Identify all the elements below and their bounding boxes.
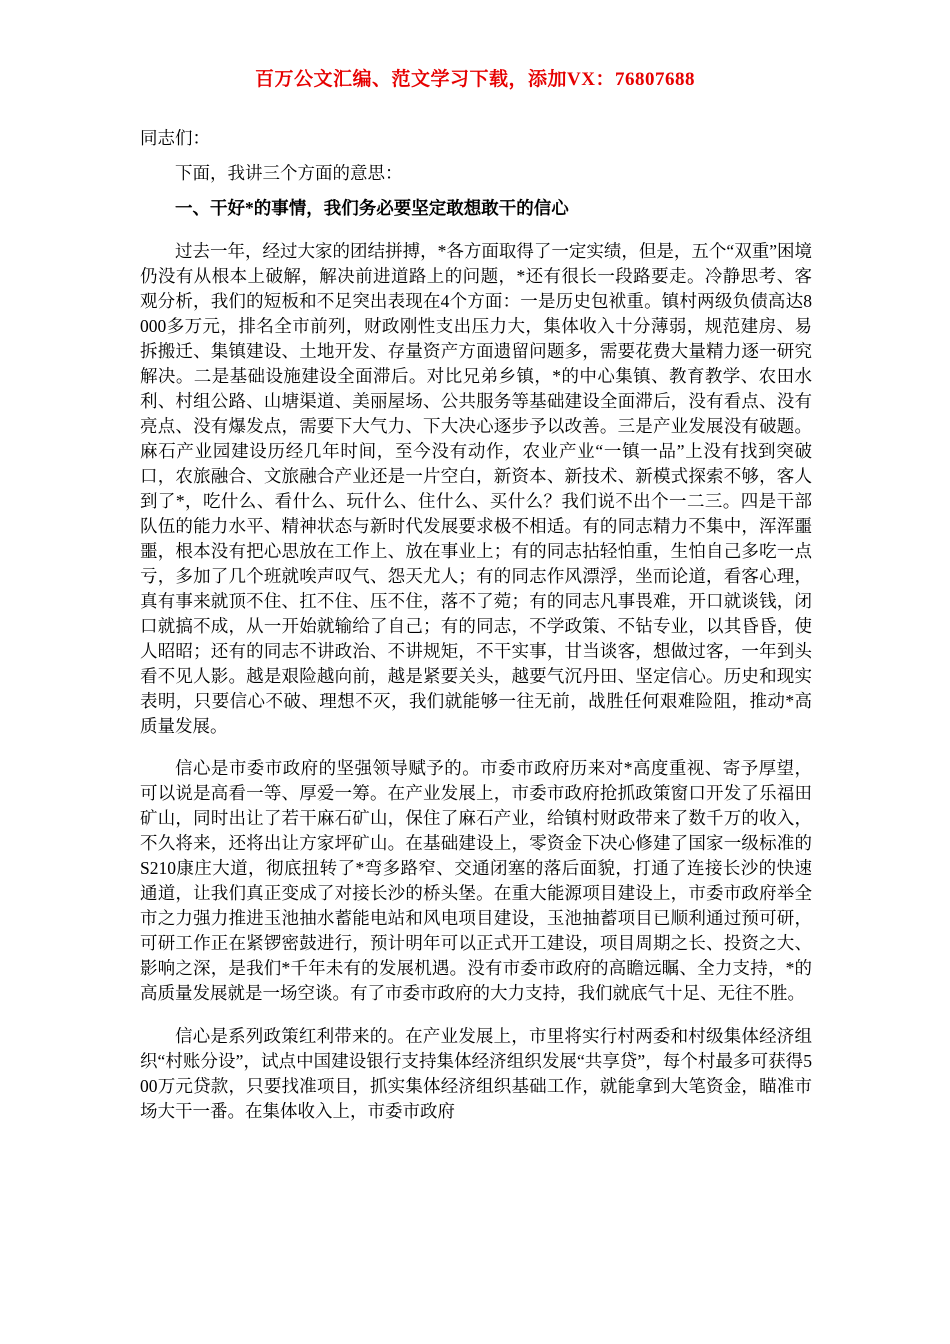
- document-body: [140, 126, 812, 1137]
- section-heading: 一、干好*的事情，我们务必要坚定敢想敢干的信心: [175, 198, 569, 218]
- salutation: 同志们：: [140, 128, 210, 148]
- paragraph-2: 信心是市委市政府的坚强领导赋予的。市委市政府历来对*高度重视、寄予厚望，可以说是高看一等、厚爱一筹。在产业发展上，市委市政府抢抓政策窗口开发了乐福田矿山，同时出让了若干麻石矿山，保住了麻石产业，给镇村财政带来了数千万的收入，不久将来，还将出让方家坪矿山。在基础建设上，零资金下决心修建了国家一级标准的S210康庄大道，彻底扭转了*弯多路窄、交通闭塞的落后面貌，打通了连接长沙的快速通道，让我们真正变成了对接长沙的桥头堡。在重大能源项目建设上，市委市政府举全市之力强力推进玉池抽水蓄能电站和风电项目建设，玉池抽蓄项目已顺利通过预可研，可研工作正在紧锣密鼓进行，预计明年可以正式开工建设，项目周期之长、投资之大、影响之深，是我们*千年未有的发展机遇。没有市委市政府的高瞻远瞩、全力支持，*的高质量发展就是一场空谈。有了市委市政府的大力支持，我们就底气十足、无往不胜。: [140, 758, 812, 1003]
- intro-line: 下面，我讲三个方面的意思：: [175, 163, 403, 183]
- promo-notice-banner: 百万公文汇编、范文学习下载，添加VX：76807688: [255, 69, 695, 90]
- paragraph-1: 过去一年，经过大家的团结拼搏，*各方面取得了一定实绩，但是，五个“双重”困境仍没有从根本上破解，解决前进道路上的问题，*还有很长一段路要走。冷静思考、客观分析，我们的短板和不足突出表现在4个方面：一是历史包袱重。镇村两级负债高达8000多万元，排名全市前列，财政刚性支出压力大，集体收入十分薄弱，规范建房、易拆搬迁、集镇建设、土地开发、存量资产方面遗留问题多，需要花费大量精力逐一研究解决。二是基础设施建设全面滞后。对比兄弟乡镇，*的中心集镇、教育教学、农田水利、村组公路、山塘渠道、美丽屋场、公共服务等基础建设全面滞后，没有看点、没有亮点、没有爆发点，需要下大气力、下大决心逐步予以改善。三是产业发展没有破题。麻石产业园建设历经几年时间，至今没有动作，农业产业“一镇一品”上没有找到突破口，农旅融合、文旅融合产业还是一片空白，新资本、新技术、新模式探索不够，客人到了*，吃什么、看什么、玩什么、住什么、买什么？我们说不出个一二三。四是干部队伍的能力水平、精神状态与新时代发展要求极不相适。有的同志精力不集中，浑浑噩噩，根本没有把心思放在工作上、放在事业上；有的同志拈轻怕重，生怕自己多吃一点亏，多加了几个班就唉声叹气、怨天尤人；有的同志作风漂浮，坐而论道，看客心理，真有事来就顶不住、扛不住、压不住，落不了菀；有的同志凡事畏难，开口就谈钱，闭口就搞不成，从一开始就输给了自己；有的同志，不学政策、不钻专业，以其昏昏，使人昭昭；还有的同志不讲政治、不讲规矩，不干实事，甘当谈客，想做过客，一年到头看不见人影。越是艰险越向前，越是紧要关头，越要气沉丹田、坚定信心。历史和现实表明，只要信心不破、理想不灭，我们就能够一往无前，战胜任何艰难险阻，推动*高质量发展。: [140, 240, 812, 736]
- paragraph-3: 信心是系列政策红利带来的。在产业发展上，市里将实行村两委和村级集体经济组织“村账分设”，试点中国建设银行支持集体经济组织发展“共享贷”，每个村最多可获得500万元贷款，只要找准项目，抓实集体经济组织基础工作，就能拿到大笔资金，瞄准市场大干一番。在集体收入上，市委市政府: [140, 1025, 812, 1121]
